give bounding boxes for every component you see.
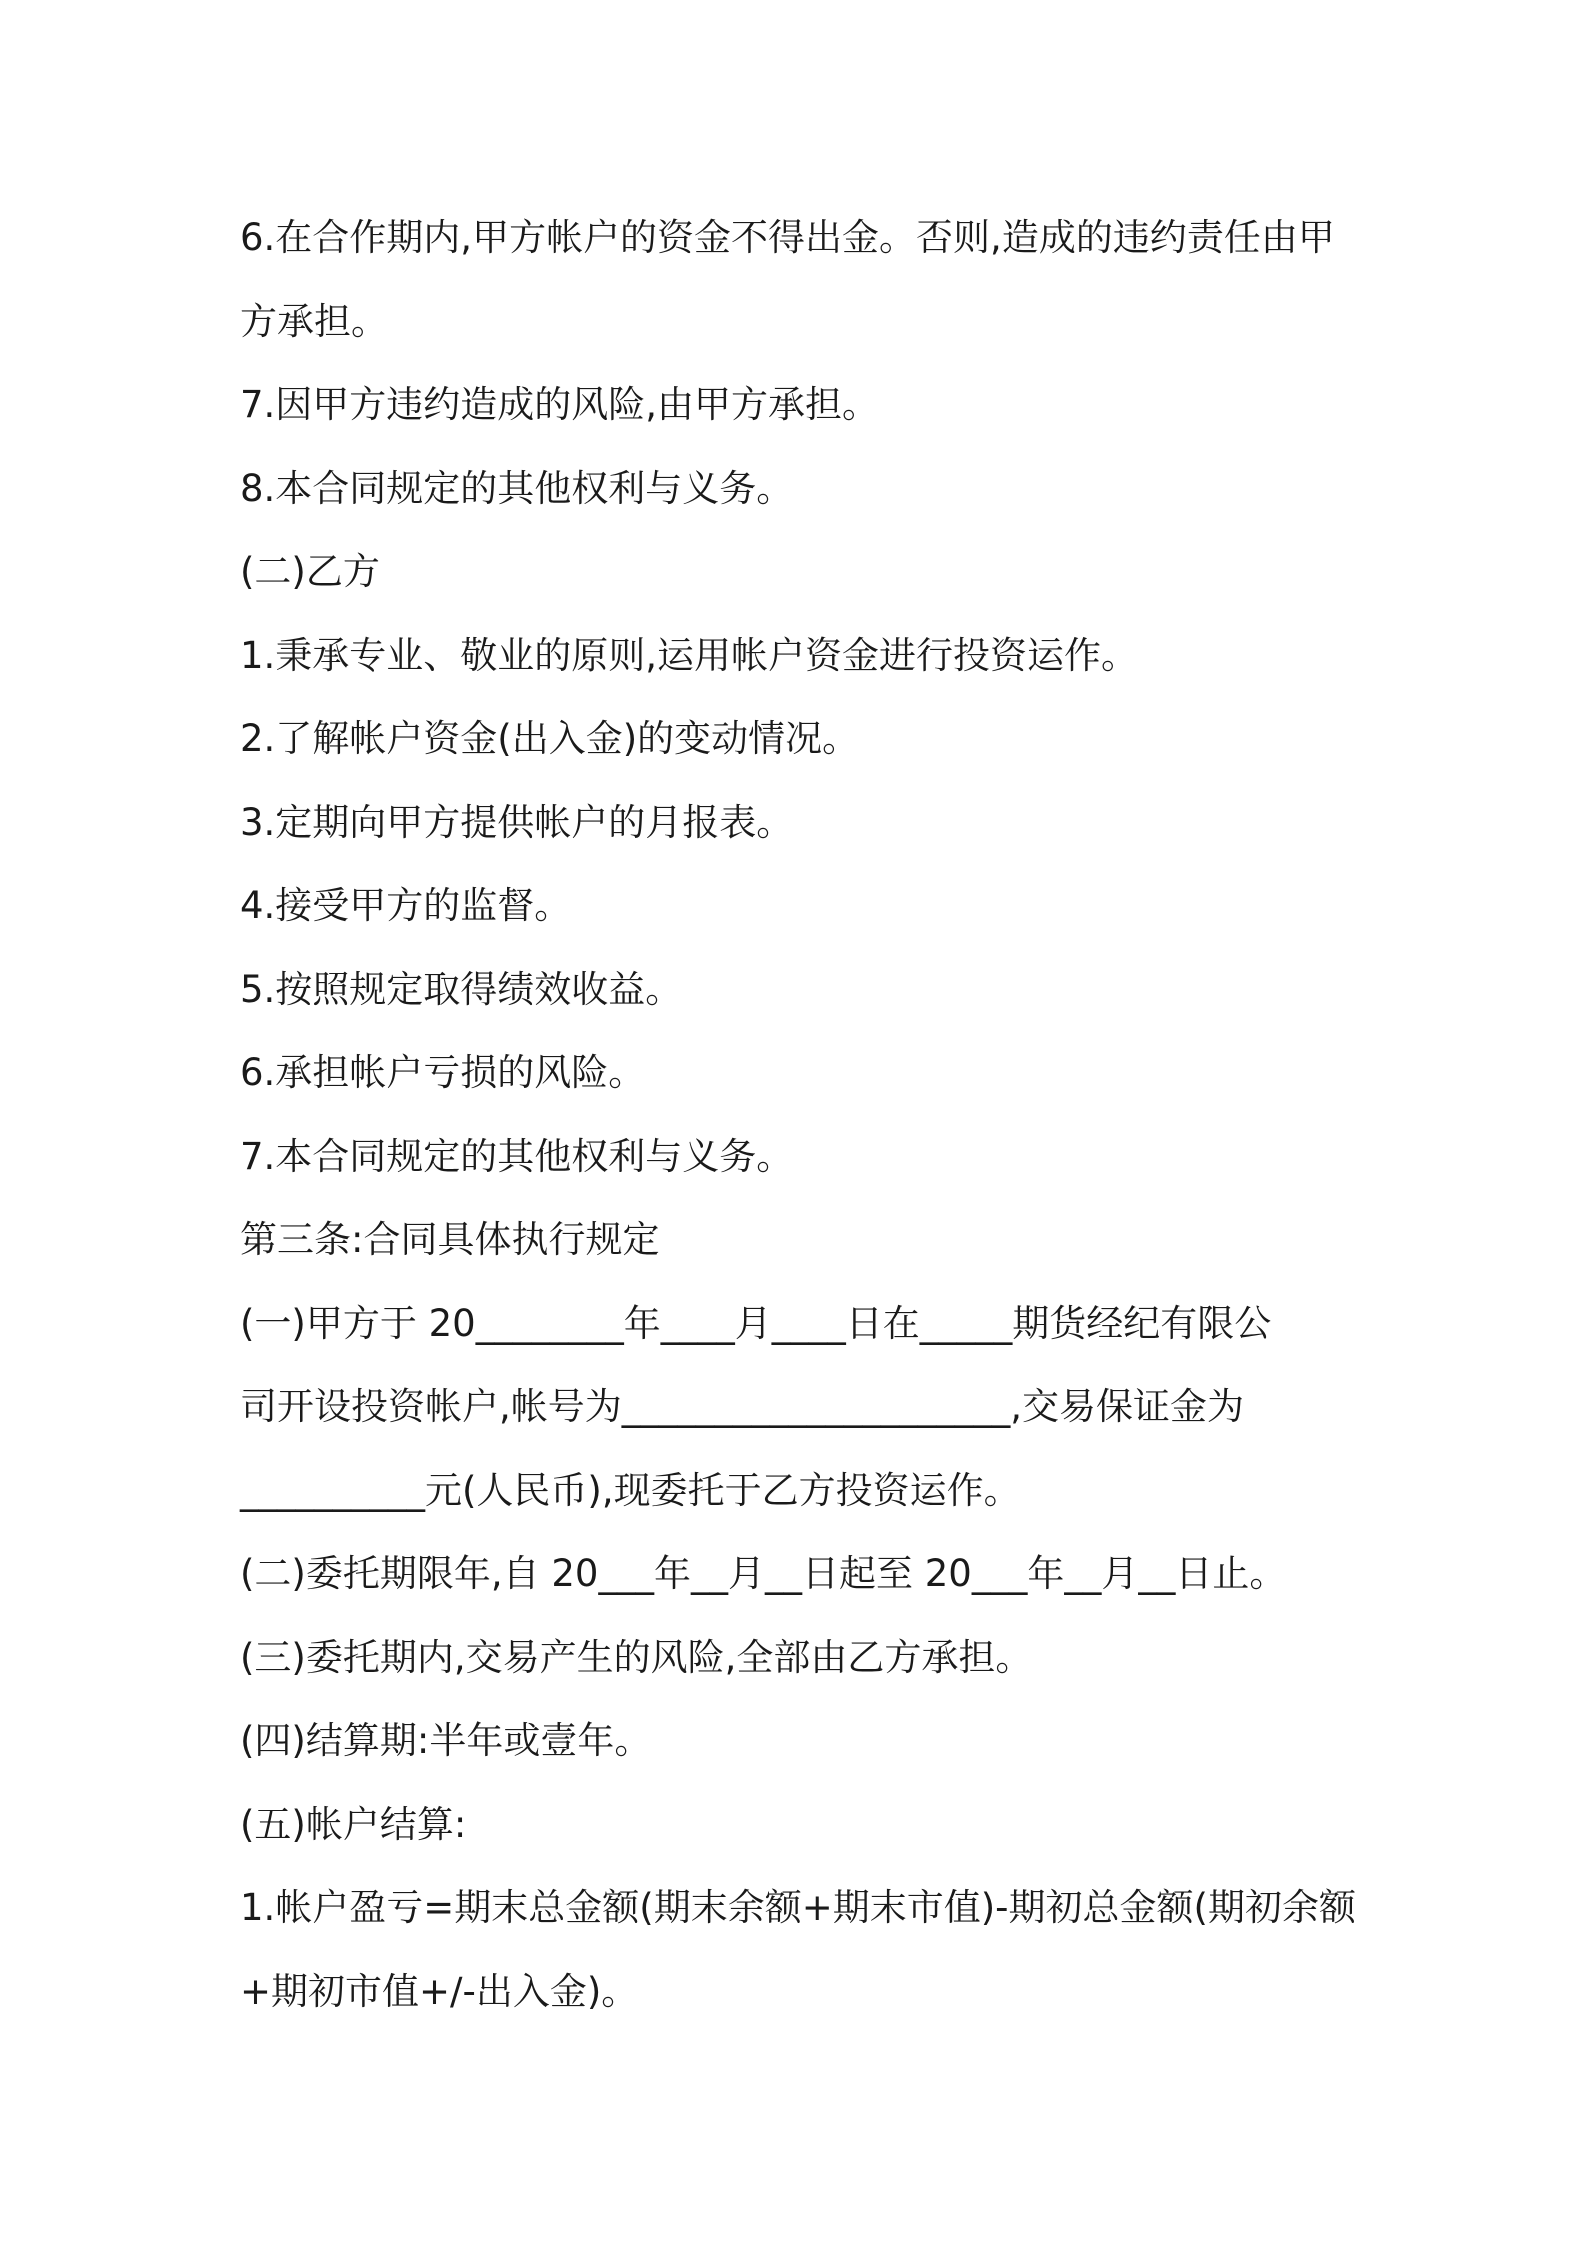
section-heading: (二)乙方 [240, 550, 380, 593]
text-line: 7.本合同规定的其他权利与义务。 [240, 1134, 794, 1178]
article-heading: 第三条:合同具体执行规定 [240, 1218, 660, 1261]
text-line: 4.接受甲方的监督。 [240, 884, 572, 927]
text-line: 2.了解帐户资金(出入金)的变动情况。 [240, 717, 860, 760]
text-line: (三)委托期内,交易产生的风险,全部由乙方承担。 [240, 1635, 1033, 1679]
text-line: 6.在合作期内,甲方帐户的资金不得出金。否则,造成的违约责任由甲 [240, 216, 1335, 259]
text-line: 8.本合同规定的其他权利与义务。 [240, 466, 794, 510]
text-line: 司开设投资帐户,帐号为_____________________,交易保证金为 [240, 1385, 1245, 1428]
text-line: 1.秉承专业、敬业的原则,运用帐户资金进行投资运作。 [240, 633, 1139, 677]
text-line: 3.定期向甲方提供帐户的月报表。 [240, 800, 794, 844]
text-line: (四)结算期:半年或壹年。 [240, 1719, 652, 1762]
text-line: 5.按照规定取得绩效收益。 [240, 967, 683, 1011]
text-line: 6.承担帐户亏损的风险。 [240, 1051, 646, 1094]
document-body [240, 196, 1360, 2033]
text-line: +期初市值+/-出入金)。 [240, 1969, 639, 2013]
text-line: (一)甲方于 20________年____月____日在_____期货经纪有限公 [240, 1301, 1272, 1345]
text-line: (二)委托期限年,自 20___年__月__日起至 20___年__月__日止。 [240, 1552, 1287, 1595]
section-heading: (五)帐户结算: [240, 1802, 467, 1846]
text-line: __________元(人民币),现委托于乙方投资运作。 [240, 1468, 1021, 1512]
text-line: 方承担。 [240, 299, 388, 343]
text-line: 1.帐户盈亏=期末总金额(期末余额+期末市值)-期初总金额(期初余额 [240, 1886, 1356, 1929]
text-line: 7.因甲方违约造成的风险,由甲方承担。 [240, 383, 880, 426]
